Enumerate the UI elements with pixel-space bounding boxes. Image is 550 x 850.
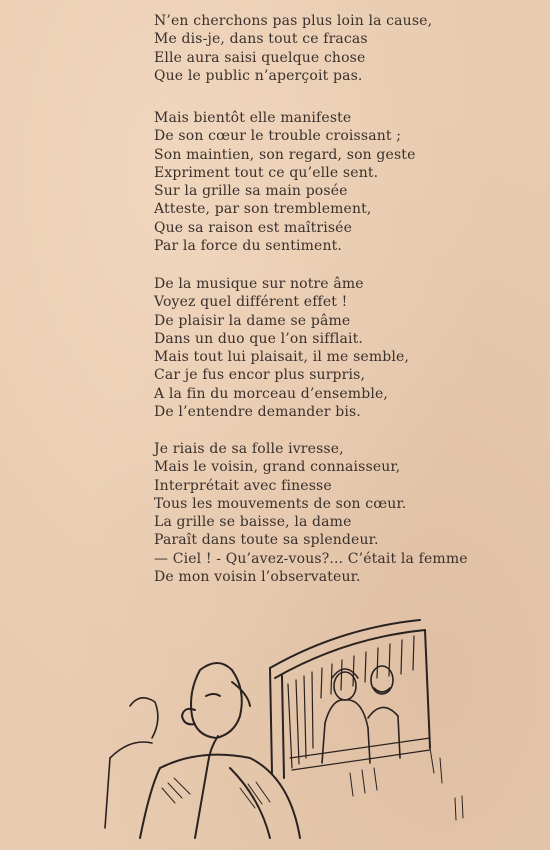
verse-line: De plaisir la dame se pâme [154, 312, 351, 329]
stanza-3 [154, 275, 409, 421]
shading-strokes [162, 748, 463, 820]
verse-line: Voyez quel différent effet ! [154, 294, 348, 311]
verse-line: Que sa raison est maîtrisée [154, 219, 353, 236]
verse-line: Je riais de sa folle ivresse, [154, 441, 344, 457]
verse-line: De la musique sur notre âme [154, 276, 364, 292]
verse-line: Par la force du sentiment. [154, 238, 343, 255]
verse-line: Sur la grille sa main posée [154, 183, 348, 200]
verse-line: — Ciel ! - Qu’avez-vous?... C’était la femme [154, 550, 468, 567]
verse-line: Atteste, par son tremblement, [154, 201, 372, 218]
stanza-4 [154, 440, 468, 586]
verse-line: Mais bientôt elle manifeste [154, 110, 352, 126]
verse-line: Dans un duo que l’on sifflait. [154, 330, 364, 347]
observer-figure [140, 663, 300, 838]
verse-line: Son maintien, son regard, son geste [154, 146, 416, 163]
stanza-1 [154, 12, 432, 85]
opera-box-illustration [100, 598, 480, 848]
stanza-2 [154, 109, 416, 255]
verse-line: De l’entendre demander bis. [154, 404, 361, 421]
verse-line: Elle aura saisi quelque chose [154, 49, 366, 66]
verse-line: N’en cherchons pas plus loin la cause, [154, 13, 433, 29]
verse-line: Expriment tout ce qu’elle sent. [154, 164, 379, 181]
lady-figure [322, 669, 370, 763]
verse-line: Interprétait avec finesse [154, 477, 332, 494]
verse-line: Car je fus encor plus surpris, [154, 367, 366, 384]
verse-line: De son cœur le trouble croissant ; [154, 128, 402, 145]
verse-line: La grille se baisse, la dame [154, 514, 352, 531]
verse-line: De mon voisin l’observateur. [154, 569, 361, 586]
verse-line: Tous les mouvements de son cœur. [154, 495, 407, 512]
verse-line: Paraît dans toute sa splendeur. [154, 532, 379, 549]
verse-line: Mais le voisin, grand connaisseur, [154, 459, 401, 476]
spectator-figure [105, 698, 158, 828]
grille-hatching [288, 636, 430, 770]
verse-line: Me dis-je, dans tout ce fracas [154, 31, 368, 48]
verse-line: Que le public n’aperçoit pas. [154, 67, 363, 84]
verse-line: Mais tout lui plaisait, il me semble, [154, 349, 410, 366]
verse-line: A la fin du morceau d’ensemble, [154, 385, 389, 402]
